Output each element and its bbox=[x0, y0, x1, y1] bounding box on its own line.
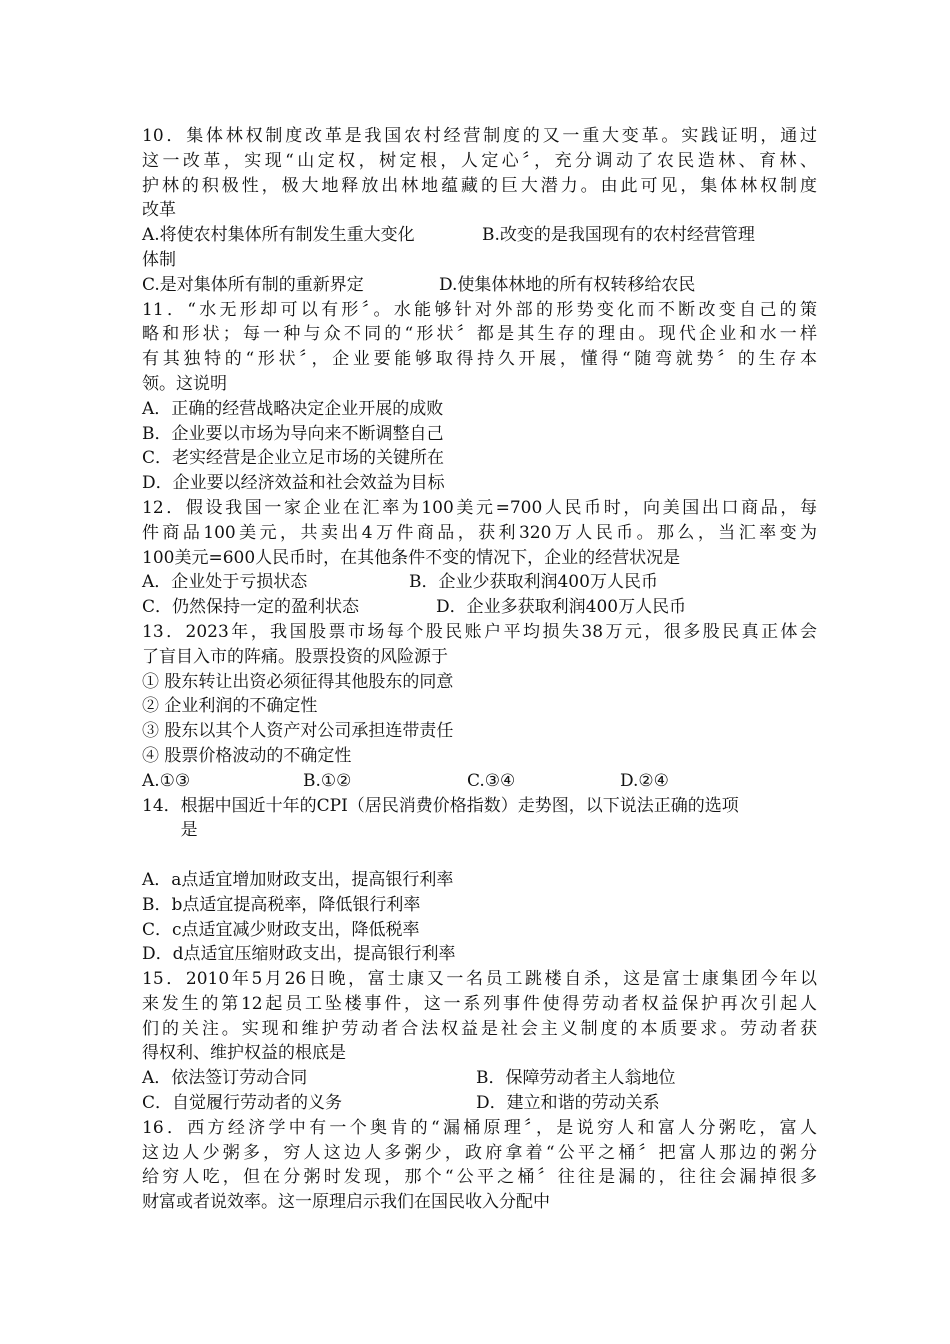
question-11-stem-line: 11．“水无形却可以有形〞。水能够针对外部的形势变化而不断改变自己的策 bbox=[142, 299, 817, 320]
question-10 bbox=[142, 124, 817, 298]
question-13-statement-1: ① 股东转让出资必须征得其他股东的同意 bbox=[142, 671, 454, 692]
question-10-stem-line: 护林的积极性，极大地释放出林地蕴藏的巨大潜力。由此可见，集体林权制度 bbox=[142, 175, 817, 196]
question-14-stem-line: 是 bbox=[180, 820, 198, 841]
question-15-stem-line: 来发生的第12起员工坠楼事件，这一系列事件使得劳动者权益保护再次引起人 bbox=[142, 993, 817, 1014]
question-16-stem-line: 这边人少粥多，穷人这边人多粥少，政府拿着“公平之桶〞把富人那边的粥分 bbox=[142, 1142, 817, 1163]
question-12 bbox=[142, 496, 817, 620]
question-11-stem-line: 略和形状；每一种与众不同的“形状〞都是其生存的理由。现代企业和水一样 bbox=[142, 324, 817, 345]
question-13-option-a: A.①③ bbox=[142, 770, 191, 791]
question-15-option-b: B．保障劳动者主人翁地位 bbox=[476, 1068, 676, 1089]
question-12-options-row bbox=[142, 570, 817, 595]
question-14-stem bbox=[142, 794, 817, 844]
question-12-option-a: A．企业处于亏损状态 bbox=[142, 572, 308, 593]
question-15-stem-line: 们的关注。实现和维护劳动者合法权益是社会主义制度的本质要求。劳动者获 bbox=[142, 1018, 817, 1039]
chart-placeholder-gap bbox=[142, 843, 817, 868]
question-15-option-c: C．自觉履行劳动者的义务 bbox=[142, 1093, 343, 1114]
question-13-option-d: D.②④ bbox=[620, 770, 669, 791]
question-16 bbox=[142, 1116, 817, 1215]
question-10-stem-line: 10．集体林权制度改革是我国农村经营制度的又一重大变革。实践证明，通过 bbox=[142, 126, 817, 146]
question-10-option-d: D.使集体林地的所有权转移给农民 bbox=[439, 274, 696, 295]
question-16-stem-line: 财富或者说效率。这一原理启示我们在国民收入分配中 bbox=[142, 1192, 550, 1213]
question-15-stem-line: 15．2010年5月26日晚，富士康又一名员工跳楼自杀，这是富士康集团今年以 bbox=[142, 969, 817, 990]
question-10-option-b-continuation: 体制 bbox=[142, 249, 176, 270]
question-14-option-a: A．a点适宜增加财政支出，提高银行利率 bbox=[142, 869, 454, 890]
question-11-option-c: C．老实经营是企业立足市场的关键所在 bbox=[142, 448, 445, 469]
question-13-options-row bbox=[142, 769, 817, 794]
question-13-stem-line: 13．2023年，我国股票市场每个股民账户平均损失38万元，很多股民真正体会 bbox=[142, 621, 817, 642]
question-14-stem-line: 根据中国近十年的CPI（居民消费价格指数）走势图，以下说法正确的选项 bbox=[180, 795, 739, 816]
question-12-option-c: C．仍然保持一定的盈利状态 bbox=[142, 597, 360, 618]
question-13-statement-3: ③ 股东以其个人资产对公司承担连带责任 bbox=[142, 721, 454, 742]
question-list bbox=[142, 124, 817, 1215]
question-11-option-d: D．企业要以经济效益和社会效益为目标 bbox=[142, 473, 445, 494]
question-15-stem-line: 得权利、维护权益的根底是 bbox=[142, 1043, 346, 1064]
question-13-stem-line: 了盲目入市的阵痛。股票投资的风险源于 bbox=[142, 646, 448, 667]
question-10-stem-line: 改革 bbox=[142, 200, 176, 221]
question-11-stem-line: 领。这说明 bbox=[142, 373, 227, 394]
question-10-option-c: C.是对集体所有制的重新界定 bbox=[142, 274, 364, 295]
question-10-stem-line: 这一改革，实现“山定权，树定根，人定心〞，充分调动了农民造林、育林、 bbox=[142, 150, 817, 171]
question-15 bbox=[142, 967, 817, 1116]
question-15-option-d: D．建立和谐的劳动关系 bbox=[476, 1093, 660, 1114]
question-10-options-row bbox=[142, 223, 817, 248]
question-10-option-a: A.将使农村集体所有制发生重大变化 bbox=[142, 225, 415, 246]
question-11 bbox=[142, 298, 817, 496]
question-12-option-b: B．企业少获取利润400万人民币 bbox=[409, 572, 658, 593]
question-14-option-b: B．b点适宜提高税率，降低银行利率 bbox=[142, 894, 421, 915]
question-11-stem-line: 有其独特的“形状〞，企业要能够取得持久开展，懂得“随弯就势〞的生存本 bbox=[142, 349, 817, 370]
question-12-options-row bbox=[142, 595, 817, 620]
question-14-number: 14． bbox=[142, 795, 181, 816]
question-13-option-c: C.③④ bbox=[467, 770, 516, 791]
question-16-stem-line: 给穷人吃，但在分粥时发现，那个“公平之桶〞往往是漏的，往往会漏掉很多 bbox=[142, 1167, 817, 1188]
question-15-option-a: A．依法签订劳动合同 bbox=[142, 1068, 308, 1089]
question-12-option-d: D．企业多获取利润400万人民币 bbox=[436, 597, 687, 618]
question-12-stem-line: 100美元=600人民币时，在其他条件不变的情况下，企业的经营状况是 bbox=[142, 547, 681, 568]
question-12-stem-line: 件商品100美元，共卖出4万件商品，获利320万人民币。那么，当汇率变为 bbox=[142, 522, 817, 543]
question-16-stem-line: 16．西方经济学中有一个奥肯的“漏桶原理〞，是说穷人和富人分粥吃，富人 bbox=[142, 1117, 817, 1138]
question-15-options-row bbox=[142, 1066, 817, 1091]
question-15-options-row bbox=[142, 1091, 817, 1116]
question-13-option-b: B.①② bbox=[303, 770, 352, 791]
question-14-option-d: D．d点适宜压缩财政支出，提高银行利率 bbox=[142, 944, 456, 965]
question-13-statement-2: ② 企业利润的不确定性 bbox=[142, 696, 318, 717]
question-10-options-row bbox=[142, 273, 817, 298]
question-11-option-b: B．企业要以市场为导向来不断调整自己 bbox=[142, 423, 444, 444]
question-10-option-b: B.改变的是我国现有的农村经营管理 bbox=[482, 225, 755, 246]
question-13 bbox=[142, 620, 817, 794]
question-12-stem-line: 12．假设我国一家企业在汇率为100美元=700人民币时，向美国出口商品，每 bbox=[142, 497, 817, 518]
question-14-stem-text bbox=[181, 794, 817, 844]
question-14-option-c: C．c点适宜减少财政支出，降低税率 bbox=[142, 919, 420, 940]
question-14 bbox=[142, 794, 817, 968]
question-11-option-a: A．正确的经营战略决定企业开展的成败 bbox=[142, 398, 444, 419]
question-13-statement-4: ④ 股票价格波动的不确定性 bbox=[142, 745, 352, 766]
